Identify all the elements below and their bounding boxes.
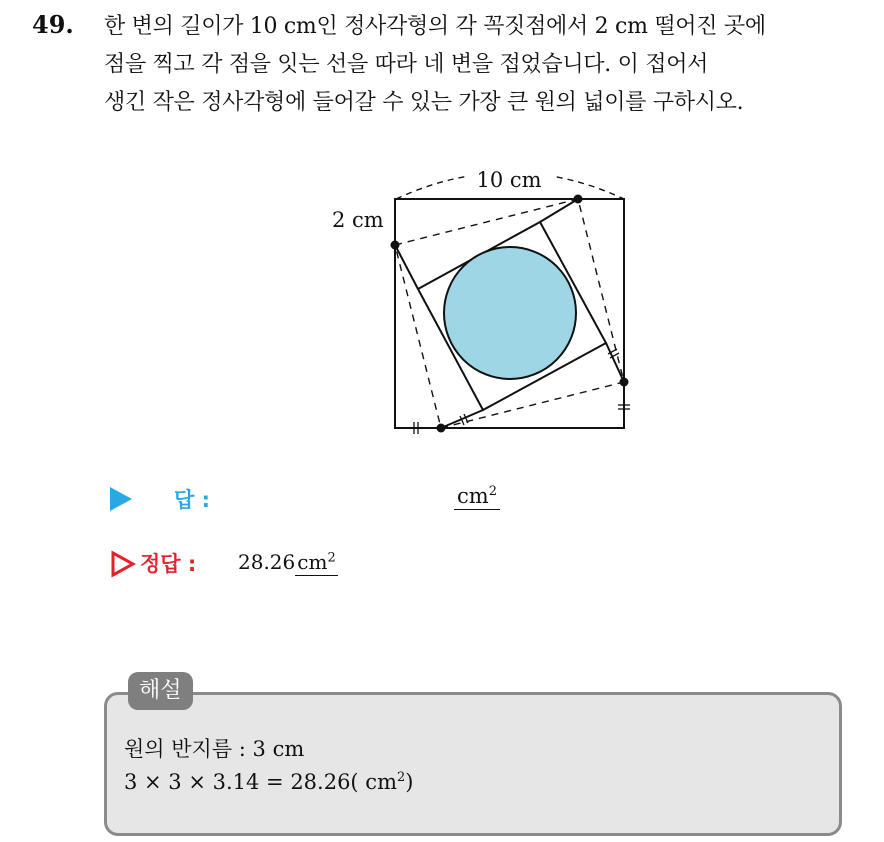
explanation-tag: 해설 xyxy=(128,672,193,710)
marked-point xyxy=(620,378,629,387)
marked-point xyxy=(437,424,446,433)
explanation-formula-close: ) xyxy=(405,770,414,794)
marked-point xyxy=(574,195,583,204)
question-text xyxy=(104,8,874,122)
fold-line xyxy=(395,245,418,289)
question-line: 점을 찍고 각 점을 잇는 선을 따라 네 변을 접었습니다. 이 접어서 xyxy=(104,52,709,77)
answer-label: 답 : xyxy=(174,488,210,512)
correct-answer-value xyxy=(238,550,338,574)
answer-unit-power: 2 xyxy=(488,484,497,499)
marked-point xyxy=(391,241,400,250)
explanation-line-area xyxy=(124,770,413,794)
answer-marker-icon xyxy=(110,487,132,511)
explanation-formula: 3 × 3 × 3.14 = 28.26( cm xyxy=(124,770,397,794)
correct-answer-unit-power: 2 xyxy=(327,550,336,566)
fold-line xyxy=(540,199,578,222)
question-number: 49. xyxy=(32,10,74,39)
offset-label: 2 cm xyxy=(332,208,384,232)
folded-square-figure xyxy=(318,158,648,443)
question-line: 생긴 작은 정사각형에 들어갈 수 있는 가장 큰 원의 넓이를 구하시오. xyxy=(104,90,744,115)
correct-marker-icon xyxy=(110,550,136,578)
explanation-formula-power: 2 xyxy=(396,770,406,785)
question-line: 한 변의 길이가 10 cm인 정사각형의 각 꼭짓점에서 2 cm 떨어진 곳에 xyxy=(104,14,766,39)
explanation-line-radius: 원의 반지름 : 3 cm xyxy=(124,737,305,761)
explanation-box xyxy=(104,692,842,836)
correct-answer-unit-text: cm xyxy=(297,550,328,574)
side-length-label: 10 cm xyxy=(476,168,542,192)
inscribed-circle xyxy=(444,247,576,379)
correct-answer-number: 28.26 xyxy=(238,550,296,574)
correct-answer-label: 정답 : xyxy=(140,552,197,576)
answer-unit-text: cm xyxy=(457,484,489,508)
answer-unit xyxy=(454,484,500,510)
correct-answer-unit xyxy=(295,550,337,576)
